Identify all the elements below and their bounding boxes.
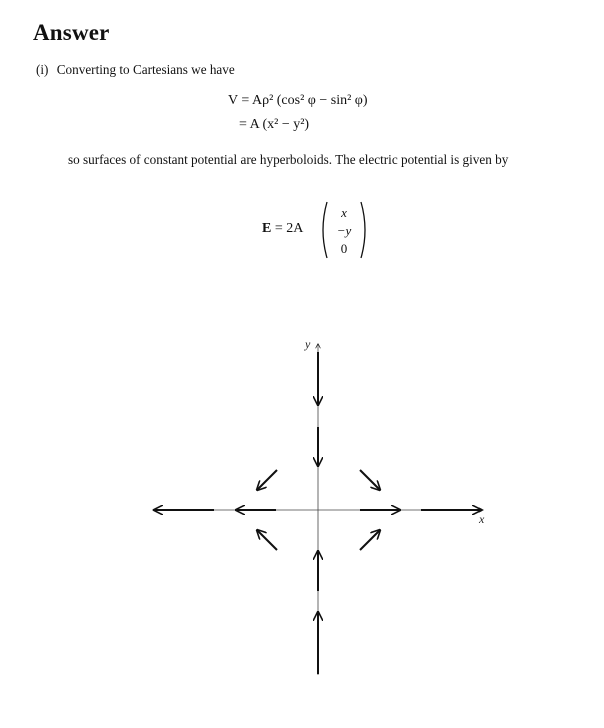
potential-equation-line-1: V = Aρ² (cos² φ − sin² φ) <box>228 93 368 108</box>
field-arrow-upper-right <box>360 470 380 490</box>
efield-symbol: E <box>262 221 272 236</box>
part-i-intro-text: Converting to Cartesians we have <box>56 62 235 77</box>
potential-equation-line-2: = A (x² − y²) <box>239 117 310 132</box>
efield-component-x: x <box>341 205 347 220</box>
x-axis-label: x <box>479 512 485 526</box>
y-axis-label: y <box>305 337 311 351</box>
efield-component-z: 0 <box>340 241 348 256</box>
efield-coefficient: = 2A <box>271 221 304 236</box>
efield-component-y: −y <box>336 223 352 238</box>
part-i-number: (i) <box>36 62 49 77</box>
field-arrow-lower-right <box>360 530 380 550</box>
field-arrow-lower-left <box>257 530 277 550</box>
answer-heading: Answer <box>33 20 110 45</box>
field-arrow-upper-left <box>257 470 277 490</box>
part-i-explanation: so surfaces of constant potential are hyperboloids. The electric potential is given by <box>68 152 509 167</box>
